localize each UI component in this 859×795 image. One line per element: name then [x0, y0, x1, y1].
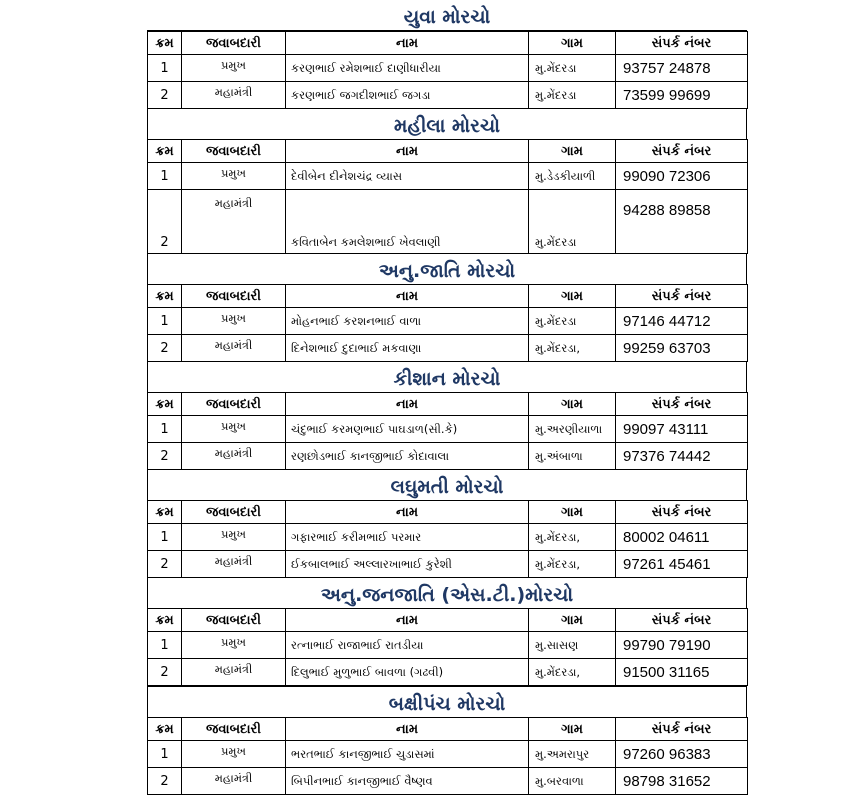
cell-name: કરણભાઈ રમેશભાઈ દાણીધારીયા [286, 55, 529, 82]
cell-sr: 2 [148, 551, 182, 578]
cell-village: મુ.મેંદરડા, [529, 524, 616, 551]
cell-phone: 80002 04611 [616, 524, 748, 551]
cell-sr: 2 [148, 335, 182, 362]
table-header-row [148, 609, 748, 632]
village-header: ગામ [529, 718, 616, 741]
cell-role: પ્રમુખ [182, 741, 286, 768]
cell-role: પ્રમુખ [182, 416, 286, 443]
table-row [148, 768, 748, 795]
cell-sr: 2 [148, 768, 182, 795]
cell-role: મહામંત્રી [182, 443, 286, 470]
role-header: જવાબદારી [182, 393, 286, 416]
cell-village: મુ.ડેડકીયાળી [529, 163, 616, 190]
section-table [147, 717, 748, 795]
sr-header: ક્રમ [148, 393, 182, 416]
cell-village: મુ.મેંદરડા [529, 55, 616, 82]
name-header: નામ [286, 285, 529, 308]
village-header: ગામ [529, 32, 616, 55]
cell-village: મુ.અંબાળા [529, 443, 616, 470]
cell-village: મુ.મેંદરડા [529, 82, 616, 109]
phone-header: સંપર્ક નંબર [616, 32, 748, 55]
table-header-row [148, 32, 748, 55]
cell-role: મહામંત્રી [182, 335, 286, 362]
cell-phone: 99090 72306 [616, 163, 748, 190]
cell-village: મુ.મેંદરડા, [529, 551, 616, 578]
name-header: નામ [286, 140, 529, 163]
cell-phone: 98798 31652 [616, 768, 748, 795]
cell-role: પ્રમુખ [182, 308, 286, 335]
cell-phone: 99097 43111 [616, 416, 748, 443]
cell-phone: 97376 74442 [616, 443, 748, 470]
cell-sr: 1 [148, 741, 182, 768]
cell-role: મહામંત્રી [182, 190, 286, 254]
cell-village: મુ.અરણીયાળા [529, 416, 616, 443]
table-row [148, 55, 748, 82]
role-header: જવાબદારી [182, 501, 286, 524]
table-header-row [148, 718, 748, 741]
sr-header: ક્રમ [148, 609, 182, 632]
section-table [147, 31, 748, 109]
village-header: ગામ [529, 285, 616, 308]
cell-sr: 1 [148, 55, 182, 82]
cell-village: મુ.મેંદરડા [529, 190, 616, 254]
cell-village: મુ.મેંદરડા, [529, 335, 616, 362]
cell-sr: 1 [148, 416, 182, 443]
table-header-row [148, 140, 748, 163]
phone-header: સંપર્ક નંબર [616, 393, 748, 416]
table-row [148, 632, 748, 659]
sr-header: ક્રમ [148, 285, 182, 308]
cell-sr: 2 [148, 659, 182, 686]
cell-name: રણછોડભાઈ કાનજીભાઈ કોદાવાલા [286, 443, 529, 470]
table-row [148, 82, 748, 109]
cell-phone: 97146 44712 [616, 308, 748, 335]
village-header: ગામ [529, 140, 616, 163]
cell-name: મોહનભાઈ કરશનભાઈ વાળા [286, 308, 529, 335]
table-row [148, 163, 748, 190]
phone-header: સંપર્ક નંબર [616, 140, 748, 163]
table-row [148, 416, 748, 443]
name-header: નામ [286, 393, 529, 416]
section-title: યુવા મોરચો [147, 0, 747, 31]
table-header-row [148, 285, 748, 308]
section-title: બક્ષીપંચ મોરચો [147, 686, 747, 717]
role-header: જવાબદારી [182, 718, 286, 741]
cell-name: કરણભાઈ જગદીશભાઈ જગડા [286, 82, 529, 109]
cell-name: દેવીબેન દીનેશચંદ્ર વ્યાસ [286, 163, 529, 190]
village-header: ગામ [529, 609, 616, 632]
cell-village: મુ.મેંદરડા, [529, 659, 616, 686]
cell-name: દિલુભાઈ મુળુભાઈ બાવળા (ગઢવી) [286, 659, 529, 686]
cell-role: મહામંત્રી [182, 82, 286, 109]
cell-name: કવિતાબેન કમલેશભાઈ ખેવલાણી [286, 190, 529, 254]
cell-sr: 2 [148, 443, 182, 470]
name-header: નામ [286, 609, 529, 632]
table-header-row [148, 501, 748, 524]
cell-role: પ્રમુખ [182, 632, 286, 659]
sr-header: ક્રમ [148, 32, 182, 55]
cell-phone: 73599 99699 [616, 82, 748, 109]
name-header: નામ [286, 501, 529, 524]
role-header: જવાબદારી [182, 285, 286, 308]
cell-name: ચંદુભાઈ કરમણભાઈ પાઘડાળ(સી.કે) [286, 416, 529, 443]
section-title: અનુ.જનજાતિ (એસ.ટી.)મોરચો [147, 578, 747, 608]
cell-village: મુ.બરવાળા [529, 768, 616, 795]
phone-header: સંપર્ક નંબર [616, 718, 748, 741]
table-header-row [148, 393, 748, 416]
table-row [148, 190, 748, 254]
cell-phone: 99259 63703 [616, 335, 748, 362]
sr-header: ક્રમ [148, 718, 182, 741]
cell-role: મહામંત્રી [182, 768, 286, 795]
morcha-document [147, 0, 747, 795]
cell-village: મુ.સાસણ [529, 632, 616, 659]
sr-header: ક્રમ [148, 140, 182, 163]
section-title: અનુ.જાતિ મોરચો [147, 254, 747, 284]
cell-phone: 94288 89858 [616, 190, 748, 254]
cell-role: પ્રમુખ [182, 524, 286, 551]
cell-phone: 91500 31165 [616, 659, 748, 686]
cell-sr: 1 [148, 163, 182, 190]
cell-phone: 97261 45461 [616, 551, 748, 578]
sr-header: ક્રમ [148, 501, 182, 524]
cell-name: ગફારભાઈ કરીમભાઈ પરમાર [286, 524, 529, 551]
section-table [147, 500, 748, 578]
village-header: ગામ [529, 393, 616, 416]
phone-header: સંપર્ક નંબર [616, 501, 748, 524]
cell-sr: 2 [148, 82, 182, 109]
cell-name: બિપીનભાઈ કાનજીભાઈ વૈષ્ણવ [286, 768, 529, 795]
name-header: નામ [286, 718, 529, 741]
cell-sr: 1 [148, 524, 182, 551]
cell-role: પ્રમુખ [182, 55, 286, 82]
section-title: મહીલા મોરચો [147, 109, 747, 139]
table-row [148, 551, 748, 578]
cell-role: મહામંત્રી [182, 659, 286, 686]
role-header: જવાબદારી [182, 32, 286, 55]
section-table [147, 392, 748, 470]
cell-name: ભરતભાઈ કાનજીભાઈ ચુડાસમાં [286, 741, 529, 768]
cell-phone: 99790 79190 [616, 632, 748, 659]
table-row [148, 335, 748, 362]
section-table [147, 284, 748, 362]
cell-name: રત્નાભાઈ રાજાભાઈ રાતડીયા [286, 632, 529, 659]
cell-phone: 97260 96383 [616, 741, 748, 768]
cell-village: મુ.અમરાપુર [529, 741, 616, 768]
section-title: કીશાન મોરચો [147, 362, 747, 392]
section-table [147, 139, 748, 254]
section-title: લઘુમતી મોરચો [147, 470, 747, 500]
cell-sr: 1 [148, 632, 182, 659]
table-row [148, 524, 748, 551]
role-header: જવાબદારી [182, 609, 286, 632]
table-row [148, 741, 748, 768]
cell-sr: 1 [148, 308, 182, 335]
cell-phone: 93757 24878 [616, 55, 748, 82]
table-row [148, 308, 748, 335]
cell-sr: 2 [148, 190, 182, 254]
phone-header: સંપર્ક નંબર [616, 609, 748, 632]
name-header: નામ [286, 32, 529, 55]
cell-name: ઈકબાલભાઈ અલ્લારખાભાઈ કુરેશી [286, 551, 529, 578]
village-header: ગામ [529, 501, 616, 524]
table-row [148, 443, 748, 470]
cell-role: મહામંત્રી [182, 551, 286, 578]
cell-role: પ્રમુખ [182, 163, 286, 190]
table-row [148, 659, 748, 686]
cell-village: મુ.મેંદરડા [529, 308, 616, 335]
section-table [147, 608, 748, 686]
role-header: જવાબદારી [182, 140, 286, 163]
phone-header: સંપર્ક નંબર [616, 285, 748, 308]
cell-name: દિનેશભાઈ દુદાભાઈ મકવાણા [286, 335, 529, 362]
